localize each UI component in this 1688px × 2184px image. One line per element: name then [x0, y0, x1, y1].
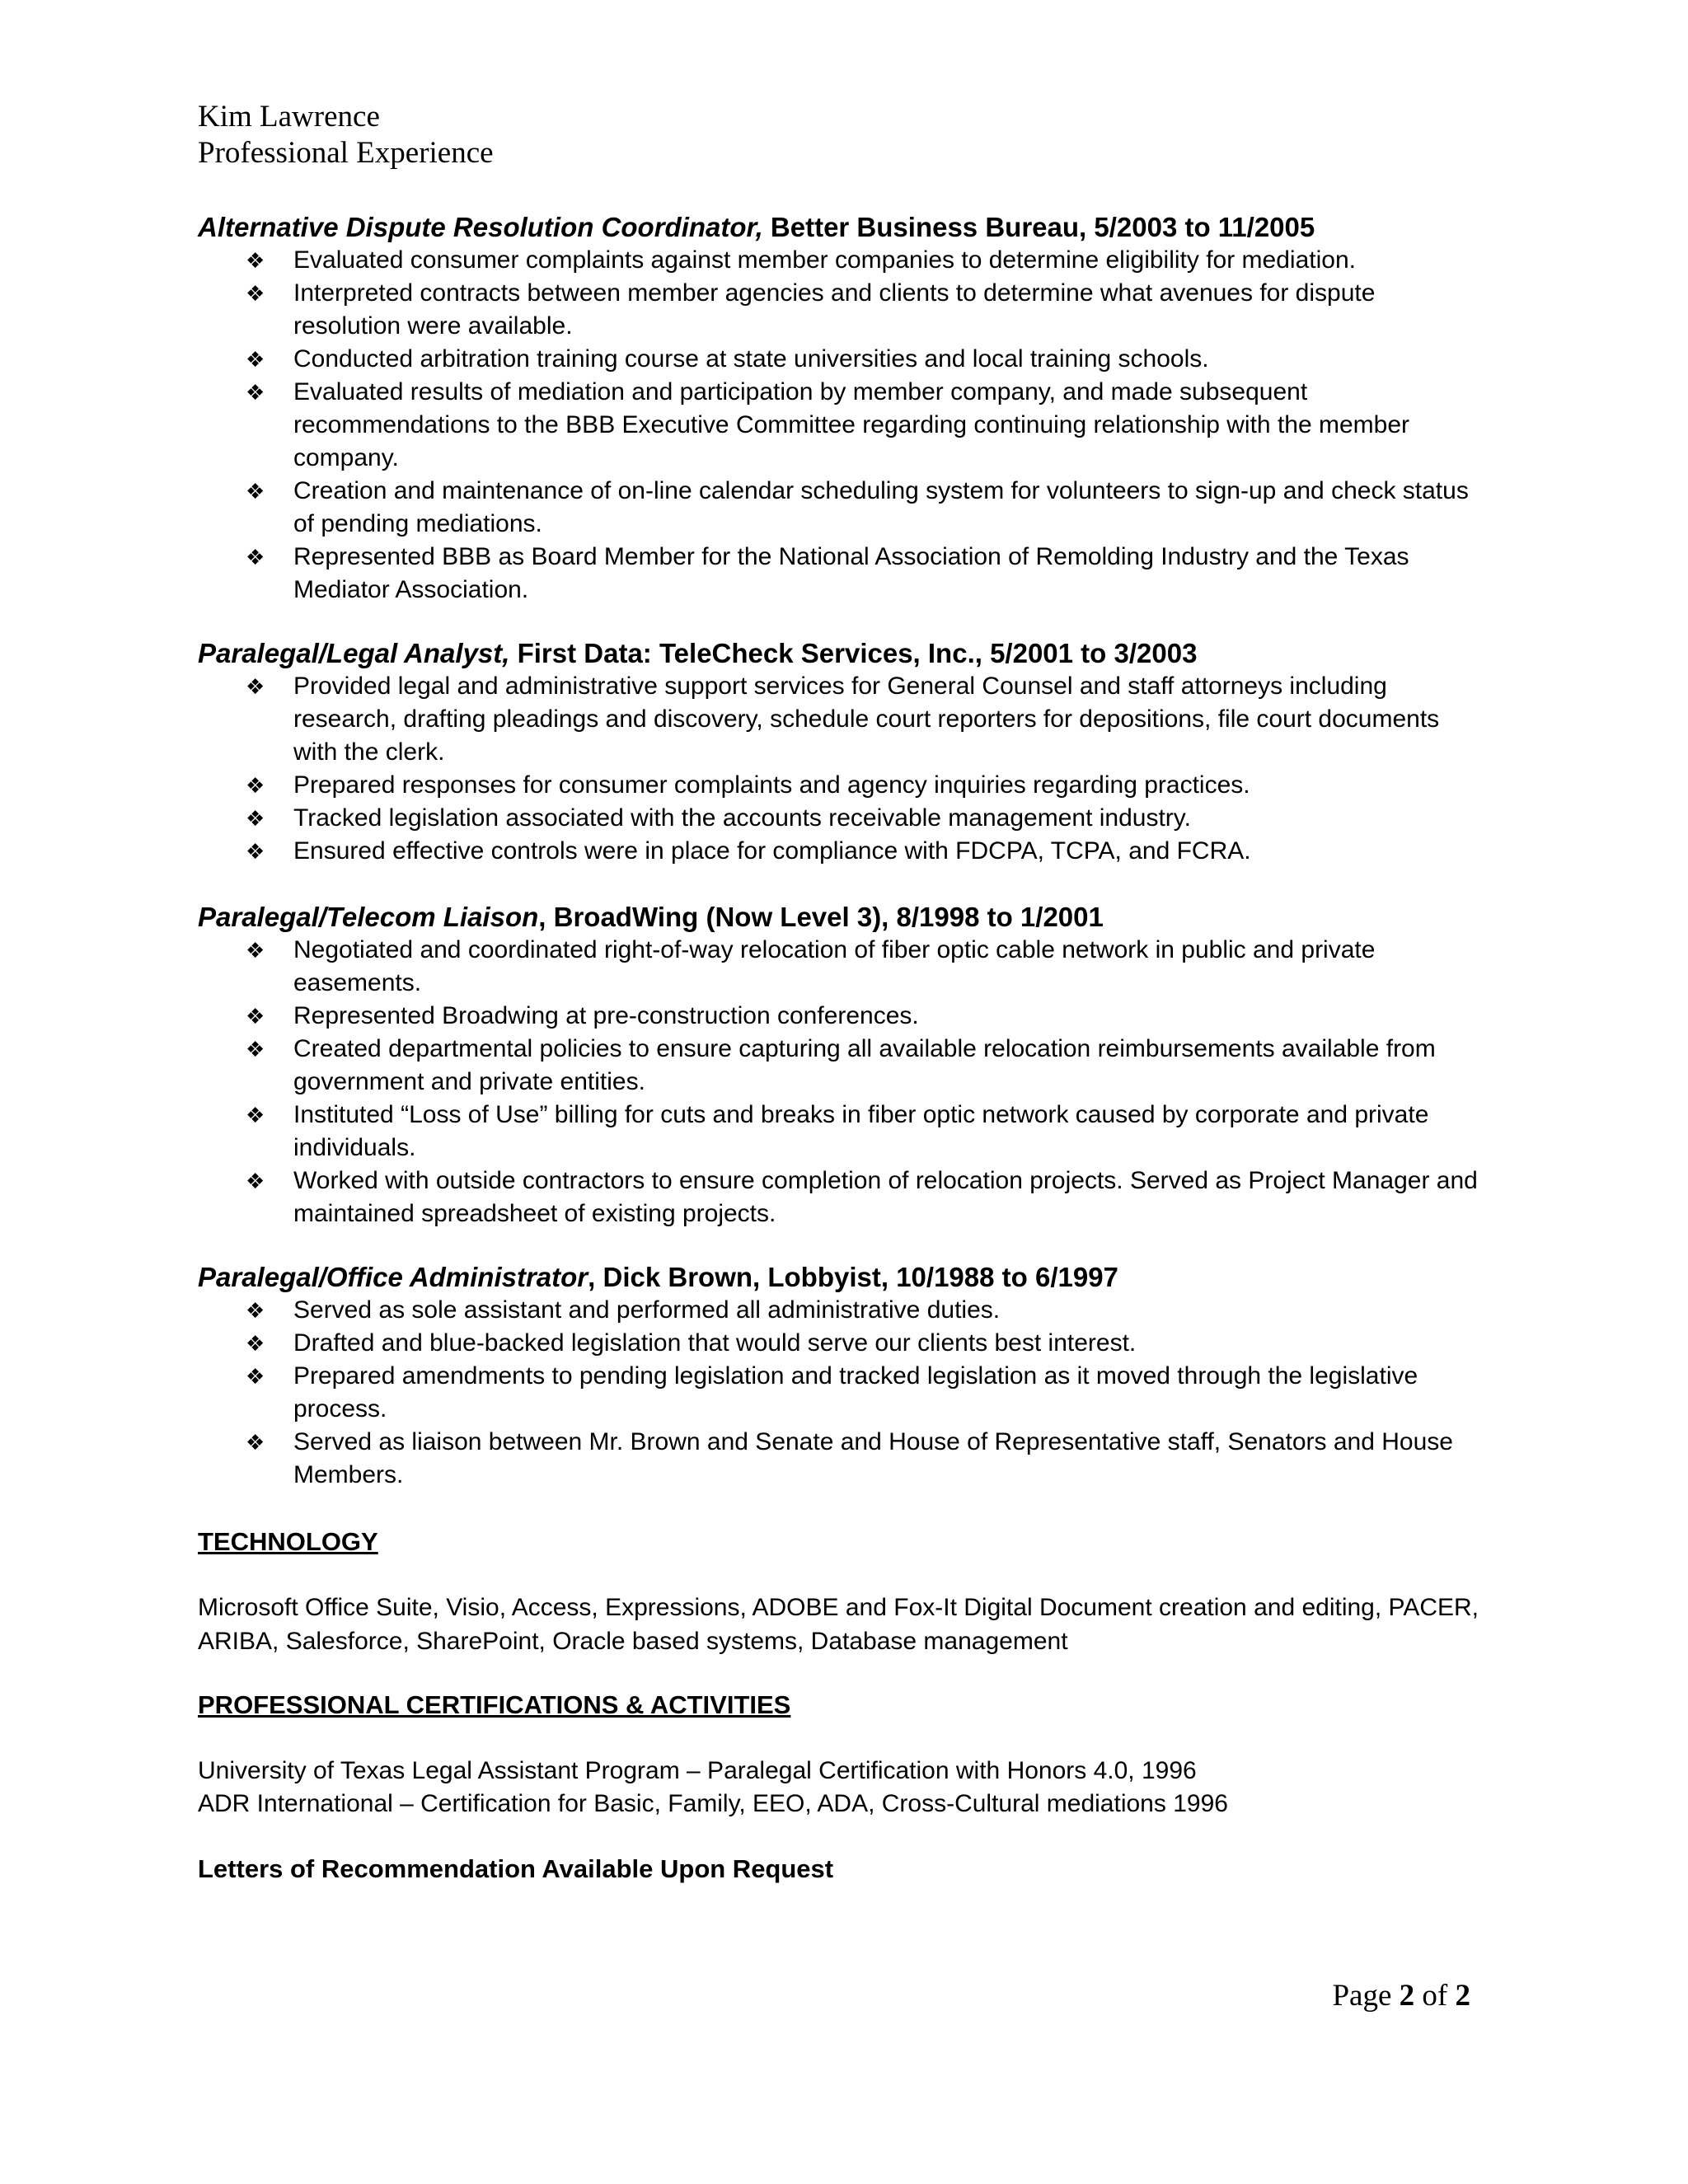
bullet-diamond-icon: ❖: [246, 1331, 265, 1356]
job-entry: [198, 1261, 1484, 1492]
certification-line: ADR International – Certification for Basic, Family, EEO, ADA, Cross-Cultural mediations 1996: [198, 1790, 1228, 1817]
bullet-list: [198, 934, 1484, 1230]
bullet-item: ❖ Worked with outside contractors to ensure completion of relocation projects. Served as Project Manager and maintained spreadsheet of existing projects.: [198, 1165, 1484, 1230]
job-details: , Dick Brown, Lobbyist, 10/1988 to 6/1997: [588, 1262, 1118, 1292]
job-role: Paralegal/Office Administrator: [198, 1262, 588, 1292]
recommendation-note: Letters of Recommendation Available Upon Request: [198, 1854, 834, 1883]
bullet-item: ❖ Represented Broadwing at pre-construction conferences.: [198, 1000, 1484, 1033]
total-pages: 2: [1455, 1979, 1470, 2013]
bullet-diamond-icon: ❖: [246, 1430, 265, 1455]
bullet-diamond-icon: ❖: [246, 674, 265, 699]
header-name: Kim Lawrence: [198, 100, 380, 134]
bullet-diamond-icon: ❖: [246, 839, 265, 864]
job-role: Paralegal/Legal Analyst,: [198, 638, 510, 668]
bullet-item: ❖ Instituted “Loss of Use” billing for cuts and breaks in fiber optic network caused by corporate and private individuals.: [198, 1099, 1484, 1165]
bullet-item: ❖ Tracked legislation associated with the accounts receivable management industry.: [198, 802, 1484, 835]
bullet-diamond-icon: ❖: [246, 347, 265, 372]
job-details: First Data: TeleCheck Services, Inc., 5/2001 to 3/2003: [509, 638, 1198, 668]
bullet-diamond-icon: ❖: [246, 479, 265, 504]
bullet-diamond-icon: ❖: [246, 1004, 265, 1029]
bullet-item: ❖ Interpreted contracts between member agencies and clients to determine what avenues for dispute resolution were available.: [198, 277, 1484, 343]
job-entry: [198, 901, 1484, 1230]
bullet-item: ❖ Drafted and blue-backed legislation that would serve our clients best interest.: [198, 1327, 1484, 1360]
bullet-list: [198, 1294, 1484, 1492]
bullet-diamond-icon: ❖: [246, 938, 265, 963]
bullet-diamond-icon: ❖: [246, 1169, 265, 1193]
bullet-diamond-icon: ❖: [246, 545, 265, 569]
current-page: 2: [1399, 1979, 1415, 2013]
bullet-item: ❖ Prepared responses for consumer complaints and agency inquiries regarding practices.: [198, 769, 1484, 802]
bullet-item: ❖ Evaluated results of mediation and participation by member company, and made subsequent recommendations to the BBB Executive Committee regarding continuing relationship with the member company.: [198, 376, 1484, 475]
bullet-item: ❖ Served as sole assistant and performed all administrative duties.: [198, 1294, 1484, 1327]
bullet-item: ❖ Negotiated and coordinated right-of-way relocation of fiber optic cable network in public and private easements.: [198, 934, 1484, 1000]
certifications-heading: PROFESSIONAL CERTIFICATIONS & ACTIVITIES: [198, 1690, 791, 1719]
job-details: , BroadWing (Now Level 3), 8/1998 to 1/2001: [538, 902, 1104, 932]
job-entry: [198, 637, 1484, 868]
bullet-list: [198, 670, 1484, 868]
bullet-item: ❖ Evaluated consumer complaints against member companies to determine eligibility for mediation.: [198, 244, 1484, 277]
page-number: Page 2 of 2: [1332, 1979, 1470, 2013]
bullet-item: ❖ Prepared amendments to pending legislation and tracked legislation as it moved through the legislative process.: [198, 1360, 1484, 1426]
job-title: [198, 1261, 1484, 1294]
job-title: [198, 211, 1484, 244]
bullet-list: [198, 244, 1484, 607]
job-role: Alternative Dispute Resolution Coordinator,: [198, 212, 763, 242]
certification-line: University of Texas Legal Assistant Program – Paralegal Certification with Honors 4.0, 1996: [198, 1757, 1197, 1784]
bullet-diamond-icon: ❖: [246, 773, 265, 798]
technology-heading: TECHNOLOGY: [198, 1527, 378, 1556]
job-role: Paralegal/Telecom Liaison: [198, 902, 539, 932]
bullet-diamond-icon: ❖: [246, 281, 265, 306]
bullet-item: ❖ Ensured effective controls were in place for compliance with FDCPA, TCPA, and FCRA.: [198, 835, 1484, 868]
bullet-diamond-icon: ❖: [246, 1103, 265, 1127]
bullet-diamond-icon: ❖: [246, 806, 265, 831]
job-title: [198, 637, 1484, 670]
bullet-diamond-icon: ❖: [246, 248, 265, 273]
header-subtitle: Professional Experience: [198, 136, 494, 170]
bullet-item: ❖ Provided legal and administrative support services for General Counsel and staff attorneys including research, drafting pleadings and discovery, schedule court reporters for depositions, file court documents with the clerk.: [198, 670, 1484, 769]
bullet-diamond-icon: ❖: [246, 1298, 265, 1323]
bullet-item: ❖ Represented BBB as Board Member for the National Association of Remolding Industry and the Texas Mediator Association.: [198, 541, 1484, 607]
bullet-item: ❖ Served as liaison between Mr. Brown and Senate and House of Representative staff, Senators and House Members.: [198, 1426, 1484, 1492]
job-entry: [198, 211, 1484, 607]
bullet-item: ❖ Conducted arbitration training course at state universities and local training schools.: [198, 343, 1484, 376]
bullet-diamond-icon: ❖: [246, 1364, 265, 1389]
job-details: Better Business Bureau, 5/2003 to 11/2005: [762, 212, 1315, 242]
job-title: [198, 901, 1484, 934]
bullet-item: ❖ Created departmental policies to ensure capturing all available relocation reimbursements available from government and private entities.: [198, 1033, 1484, 1099]
bullet-diamond-icon: ❖: [246, 1037, 265, 1062]
technology-text: Microsoft Office Suite, Visio, Access, Expressions, ADOBE and Fox-It Digital Document creation and editing, PACER, ARIBA, Salesforce, SharePoint, Oracle based systems, Database management: [198, 1594, 1479, 1655]
bullet-diamond-icon: ❖: [246, 380, 265, 405]
bullet-item: ❖ Creation and maintenance of on-line calendar scheduling system for volunteers to sign-up and check status of pending mediations.: [198, 475, 1484, 541]
